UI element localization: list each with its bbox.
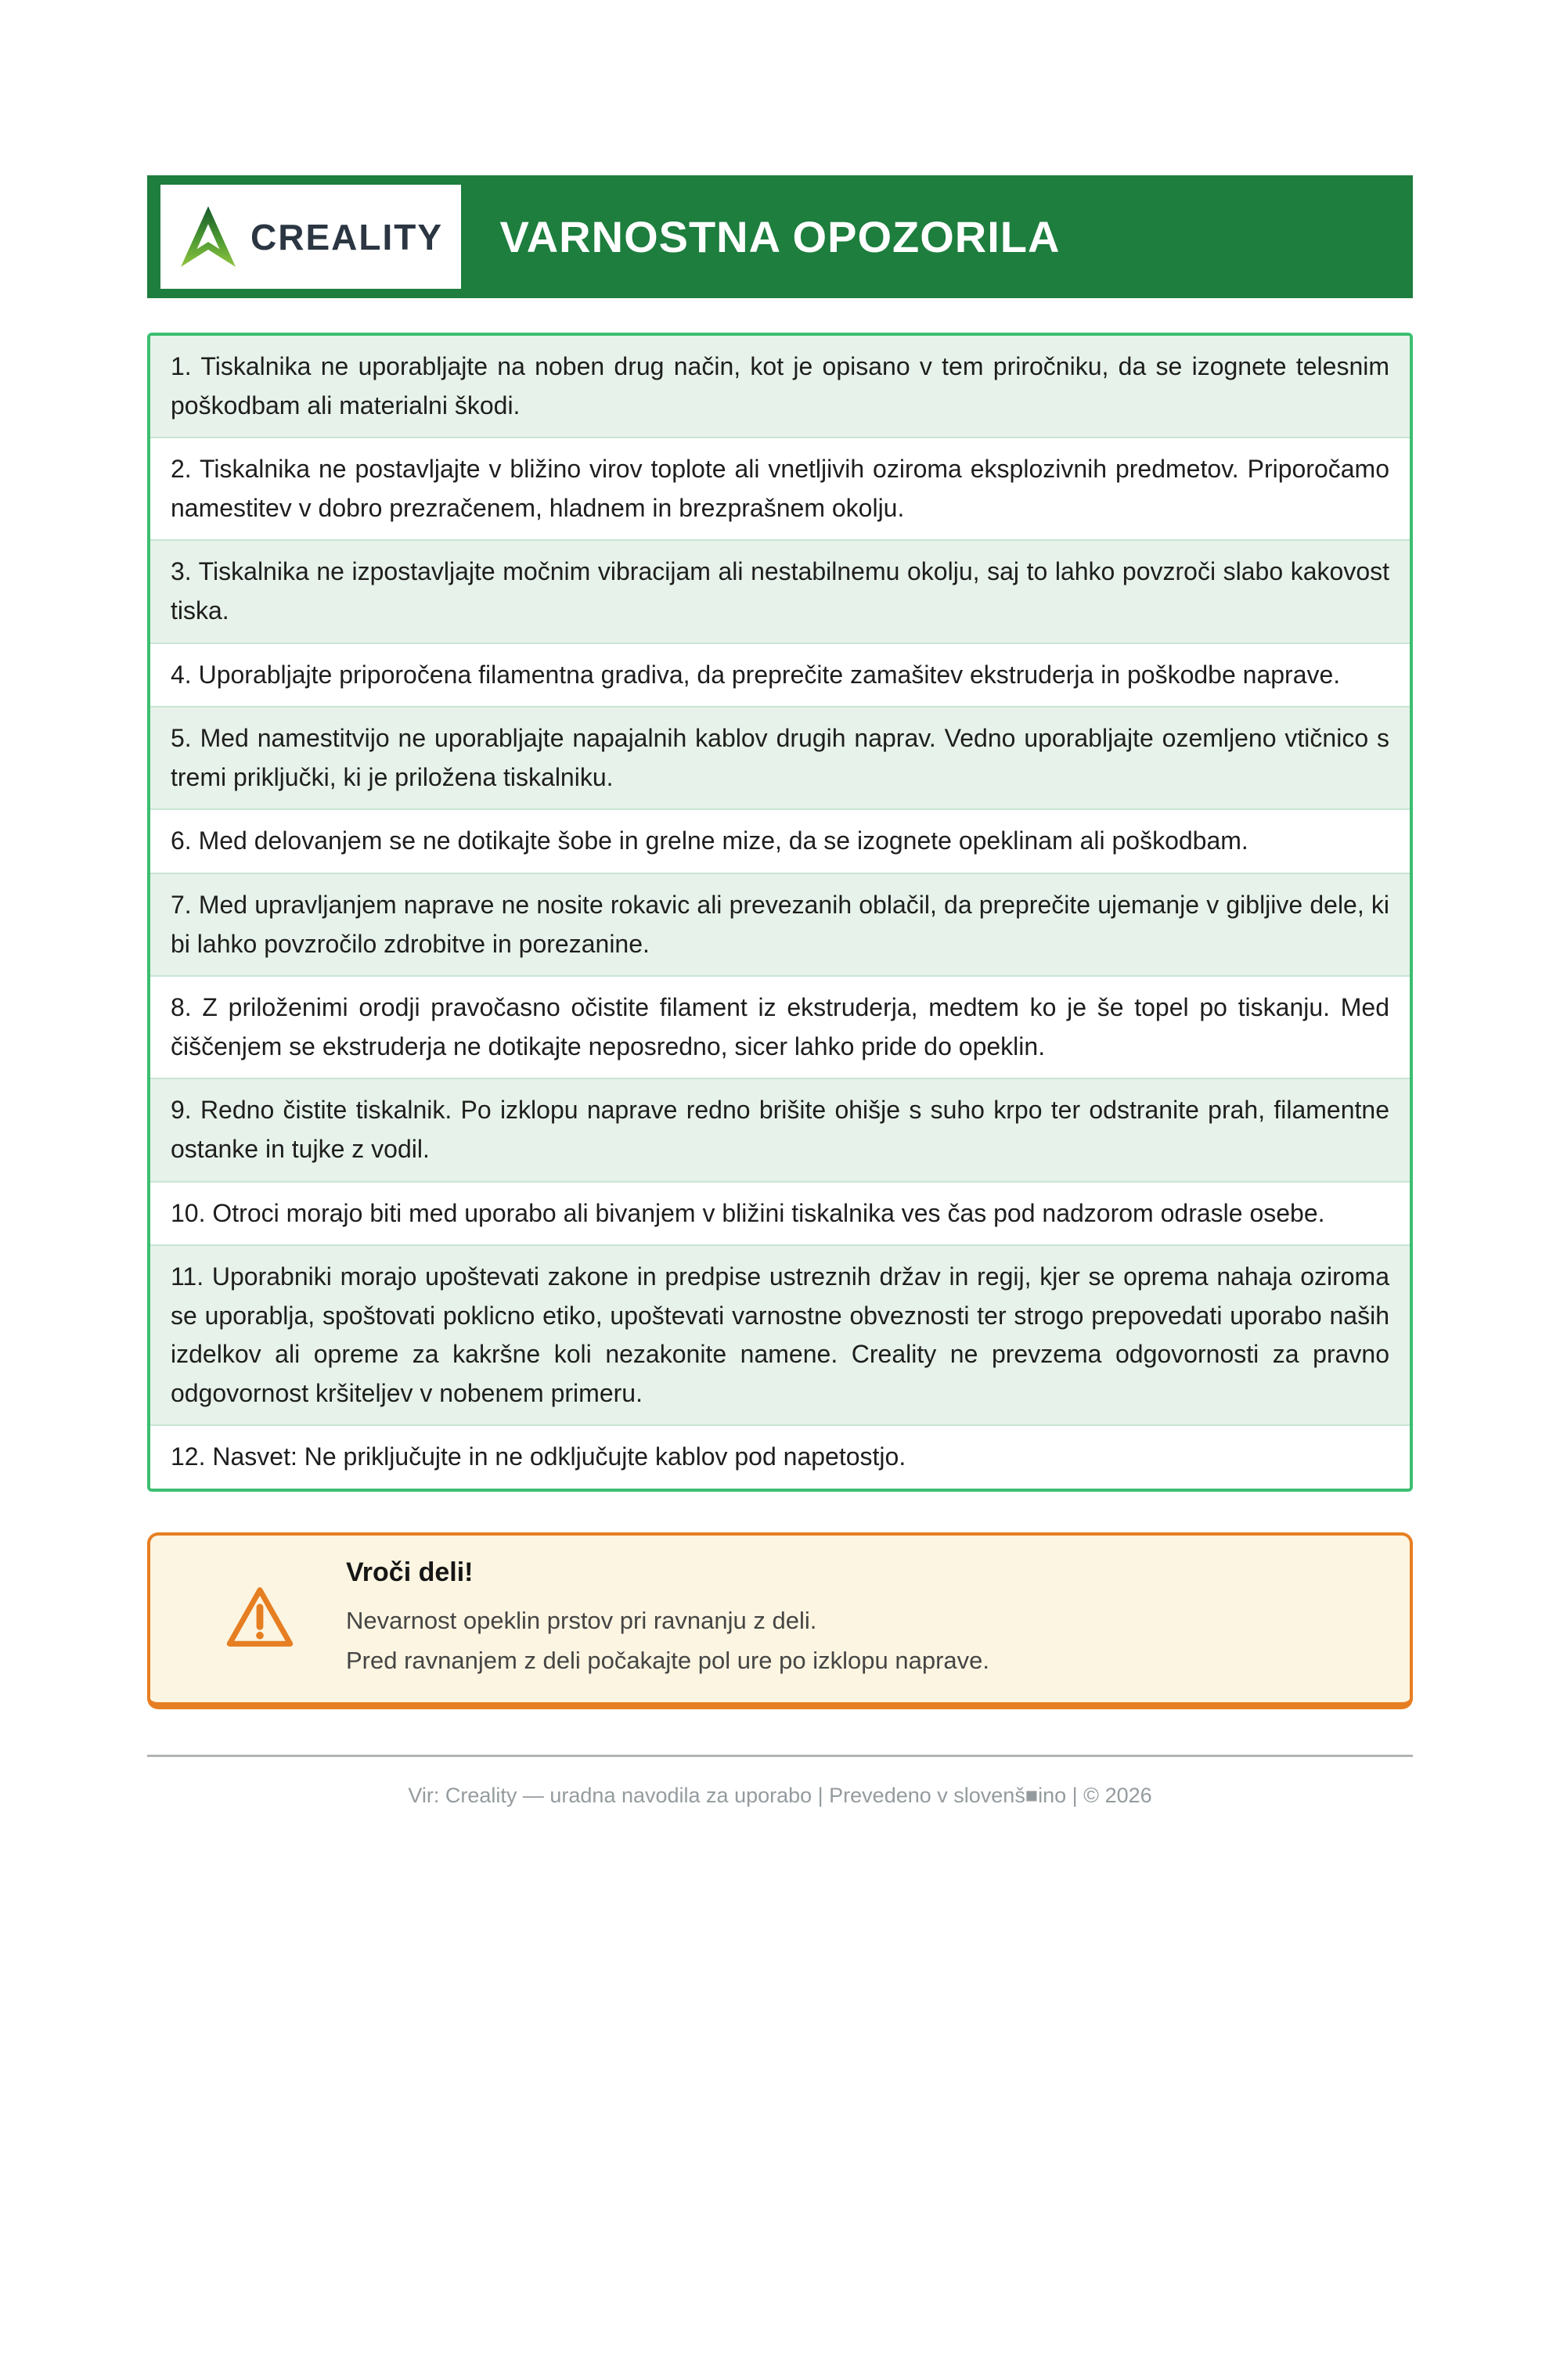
list-item: 11. Uporabniki morajo upoštevati zakone in predpise ustreznih držav in regij, kjer se oprema nahaja oziroma se uporablja, spoštovati poklicno etiko, upoštevati varnostne obveznosti ter strogo prepovedati uporabo naših izdelkov ali opreme za kakršne koli nezakonite namene. Creality ne prevzema odgovornosti za pravno odgovornost kršiteljev v nobenem primeru.	[150, 1244, 1410, 1424]
creality-logo	[160, 185, 461, 289]
warning-title: Vroči deli!	[346, 1557, 474, 1588]
warning-line-1: Nevarnost opeklin prstov pri ravnanju z deli.	[346, 1607, 817, 1635]
header-banner	[147, 175, 1413, 298]
footer-divider	[147, 1755, 1413, 1757]
list-item: 8. Z priloženimi orodji pravočasno očistite filament iz ekstruderja, medtem ko je še topel po tiskanju. Med čiščenjem se ekstruderja ne dotikajte neposredno, sicer lahko pride do opeklin.	[150, 975, 1410, 1078]
list-item: 12. Nasvet: Ne priključujte in ne odključujte kablov pod napetostjo.	[150, 1424, 1410, 1489]
warning-box	[147, 1532, 1413, 1709]
page-title: VARNOSTNA OPOZORILA	[499, 212, 1061, 261]
creality-logo-text: CREALITY	[250, 216, 443, 257]
page	[147, 0, 1413, 1808]
list-item: 4. Uporabljajte priporočena filamentna gradiva, da preprečite zamašitev ekstruderja in poškodbe naprave.	[150, 643, 1410, 707]
list-item: 5. Med namestitvijo ne uporabljajte napajalnih kablov drugih naprav. Vedno uporabljajte ozemljeno vtičnico s tremi priključki, ki je priložena tiskalniku.	[150, 706, 1410, 808]
list-item: 9. Redno čistite tiskalnik. Po izklopu naprave redno brišite ohišje s suho krpo ter odstranite prah, filamentne ostanke in tujke z vodil.	[150, 1078, 1410, 1180]
list-item: 3. Tiskalnika ne izpostavljajte močnim vibracijam ali nestabilnemu okolju, saj to lahko povzroči slabo kakovost tiska.	[150, 539, 1410, 642]
list-item: 7. Med upravljanjem naprave ne nosite rokavic ali prevezanih oblačil, da preprečite ujemanje v gibljive dele, ki bi lahko povzročilo zdrobitve in porezanine.	[150, 873, 1410, 975]
list-item: 2. Tiskalnika ne postavljajte v bližino virov toplote ali vnetljivih oziroma eksplozivnih predmetov. Priporočamo namestitev v dobro prezračenem, hladnem in brezprašnem okolju.	[150, 437, 1410, 539]
warning-text-block	[346, 1557, 989, 1680]
warning-line-2: Pred ravnanjem z deli počakajte pol ure po izklopu naprave.	[346, 1647, 989, 1675]
safety-warning-list	[147, 333, 1413, 1492]
list-item: 1. Tiskalnika ne uporabljajte na noben drug način, kot je opisano v tem priročniku, da se izognete telesnim poškodbam ali materialni škodi.	[150, 336, 1410, 437]
list-item: 10. Otroci morajo biti med uporabo ali bivanjem v bližini tiskalnika ves čas pod nadzorom odrasle osebe.	[150, 1181, 1410, 1245]
list-item: 6. Med delovanjem se ne dotikajte šobe in grelne mize, da se izognete opeklinam ali poškodbam.	[150, 808, 1410, 873]
warning-triangle-icon	[225, 1585, 294, 1653]
creality-arrow-icon	[178, 196, 238, 278]
footer-text: Vir: Creality — uradna navodila za uporabo | Prevedeno v slovenš■ino | © 2026	[408, 1784, 1152, 1808]
